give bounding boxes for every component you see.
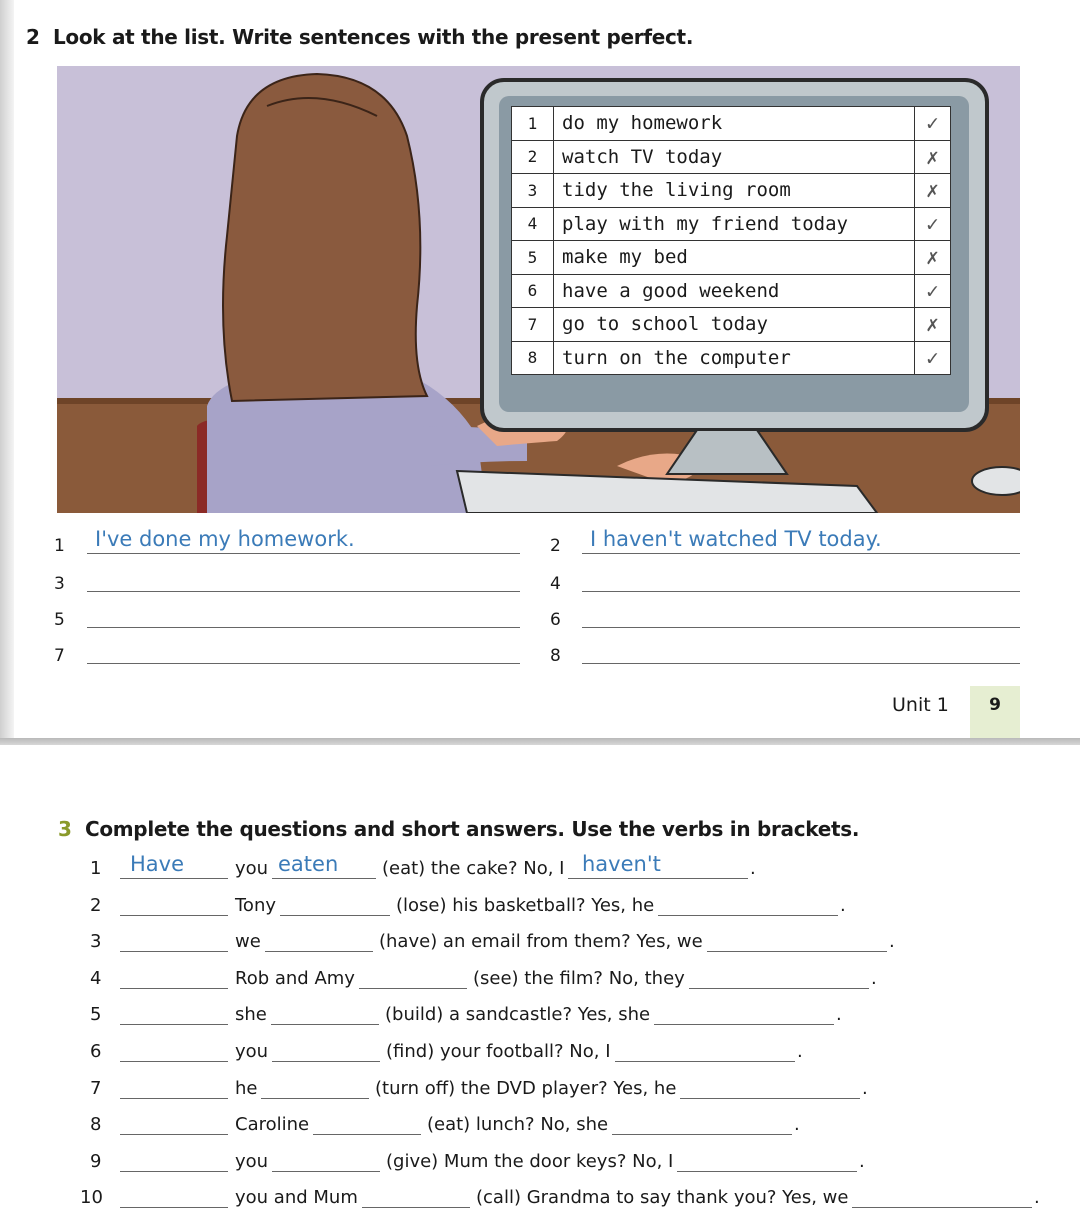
question-number: 5 — [90, 1004, 102, 1026]
illustration-girl-at-computer — [57, 66, 1020, 513]
participle-blank[interactable] — [280, 915, 390, 916]
participle-blank[interactable] — [272, 1171, 380, 1172]
short-answer-blank[interactable] — [612, 1134, 792, 1135]
participle-blank[interactable] — [271, 1024, 379, 1025]
answer-line[interactable] — [87, 663, 520, 664]
handwritten-short-answer: haven't — [582, 852, 661, 876]
question-text: (eat) lunch? No, she — [427, 1114, 609, 1136]
short-answer-blank[interactable] — [689, 988, 869, 989]
answer-number: 6 — [550, 610, 561, 630]
sentence-end-period: . — [750, 858, 756, 879]
answer-line[interactable] — [87, 553, 520, 554]
sentence-end-period: . — [840, 894, 846, 916]
answer-line[interactable] — [87, 591, 520, 592]
handwritten-answer: I haven't watched TV today. — [590, 527, 882, 551]
aux-blank[interactable] — [120, 1134, 228, 1135]
question-number: 9 — [90, 1150, 102, 1172]
question-text: (see) the film? No, they — [473, 967, 685, 989]
question-subject: you — [235, 858, 269, 879]
short-answer-blank[interactable] — [568, 878, 748, 879]
sentence-end-period: . — [889, 931, 895, 953]
question-text: (turn off) the DVD player? Yes, he — [375, 1077, 677, 1099]
sentence-end-period: . — [794, 1114, 800, 1136]
todo-number: 7 — [512, 308, 554, 342]
question-number: 3 — [90, 931, 102, 953]
aux-blank[interactable] — [120, 988, 228, 989]
todo-number: 6 — [512, 274, 554, 308]
question-text: (have) an email from them? Yes, we — [379, 931, 703, 953]
answer-line[interactable] — [582, 591, 1020, 592]
question-subject: we — [235, 931, 261, 953]
sentence-end-period: . — [862, 1077, 868, 1099]
page-gutter-shadow — [0, 0, 14, 740]
check-mark-icon: ✓ — [915, 107, 951, 141]
question-subject: she — [235, 1004, 267, 1026]
question-number: 8 — [90, 1114, 102, 1136]
handwritten-participle: eaten — [278, 852, 339, 876]
todo-row — [512, 308, 951, 342]
question-subject: you — [235, 1041, 269, 1062]
todo-row — [512, 174, 951, 208]
aux-blank[interactable] — [120, 1024, 228, 1025]
aux-blank[interactable] — [120, 1171, 228, 1172]
exercise-instruction: Look at the list. Write sentences with the present perfect. — [52, 25, 694, 49]
short-answer-blank[interactable] — [707, 951, 887, 952]
question-text: (lose) his basketball? Yes, he — [396, 894, 655, 916]
sentence-end-period: . — [836, 1004, 842, 1026]
check-mark-icon: ✗ — [915, 140, 951, 174]
todo-row — [512, 274, 951, 308]
question-text: (give) Mum the door keys? No, I — [386, 1150, 674, 1172]
todo-task: turn on the computer — [554, 341, 915, 375]
sentence-end-period: . — [859, 1150, 865, 1172]
todo-row — [512, 107, 951, 141]
short-answer-blank[interactable] — [680, 1098, 860, 1099]
participle-blank[interactable] — [261, 1098, 369, 1099]
todo-number: 5 — [512, 241, 554, 275]
todo-row — [512, 207, 951, 241]
question-number: 4 — [90, 967, 102, 989]
question-subject: he — [235, 1077, 258, 1099]
answer-number: 3 — [54, 574, 65, 594]
aux-blank[interactable] — [120, 1098, 228, 1099]
short-answer-blank[interactable] — [658, 915, 838, 916]
exercise-number: 3 — [58, 817, 72, 841]
check-mark-icon: ✗ — [915, 241, 951, 275]
question-text: (call) Grandma to say thank you? Yes, we — [476, 1187, 849, 1209]
sentence-end-period: . — [797, 1041, 803, 1062]
short-answer-blank[interactable] — [615, 1061, 795, 1062]
answer-number: 7 — [54, 646, 65, 666]
handwritten-aux: Have — [130, 852, 185, 876]
todo-number: 2 — [512, 140, 554, 174]
todo-task: make my bed — [554, 241, 915, 275]
exercise-instruction: Complete the questions and short answers. Use the verbs in brackets. — [84, 817, 860, 841]
todo-row — [512, 241, 951, 275]
question-number: 1 — [90, 858, 102, 879]
todo-task: play with my friend today — [554, 207, 915, 241]
todo-row — [512, 140, 951, 174]
check-mark-icon: ✓ — [915, 207, 951, 241]
question-number: 2 — [90, 894, 102, 916]
answer-number: 2 — [550, 536, 561, 556]
todo-task: tidy the living room — [554, 174, 915, 208]
todo-checklist — [511, 106, 951, 375]
question-subject: Tony — [235, 894, 277, 916]
question-subject: you — [235, 1150, 269, 1172]
question-text: (find) your football? No, I — [386, 1041, 611, 1062]
page-number: 9 — [970, 686, 1020, 738]
answer-number: 8 — [550, 646, 561, 666]
participle-blank[interactable] — [265, 951, 373, 952]
aux-blank[interactable] — [120, 951, 228, 952]
aux-blank[interactable] — [120, 1207, 228, 1208]
short-answer-blank[interactable] — [654, 1024, 834, 1025]
aux-blank[interactable] — [120, 1061, 228, 1062]
unit-label: Unit 1 — [892, 694, 949, 716]
check-mark-icon: ✗ — [915, 174, 951, 208]
workbook-page-bottom — [0, 745, 1080, 1221]
participle-blank[interactable] — [272, 1061, 380, 1062]
todo-number: 4 — [512, 207, 554, 241]
todo-row — [512, 341, 951, 375]
answer-number: 1 — [54, 536, 65, 556]
short-answer-blank[interactable] — [677, 1171, 857, 1172]
todo-task: have a good weekend — [554, 274, 915, 308]
sentence-end-period: . — [871, 967, 877, 989]
participle-blank[interactable] — [313, 1134, 421, 1135]
todo-task: do my homework — [554, 107, 915, 141]
question-number: 7 — [90, 1077, 102, 1099]
question-subject: Rob and Amy — [235, 967, 355, 989]
participle-blank[interactable] — [359, 988, 467, 989]
todo-number: 8 — [512, 341, 554, 375]
todo-number: 3 — [512, 174, 554, 208]
question-number: 10 — [80, 1187, 103, 1209]
question-subject: Caroline — [235, 1114, 310, 1136]
answer-line[interactable] — [582, 663, 1020, 664]
question-subject: you and Mum — [235, 1187, 358, 1209]
participle-blank[interactable] — [272, 878, 376, 879]
check-mark-icon: ✓ — [915, 274, 951, 308]
exercise-2-heading — [26, 25, 693, 49]
answer-line[interactable] — [582, 553, 1020, 554]
aux-blank[interactable] — [120, 915, 228, 916]
check-mark-icon: ✗ — [915, 308, 951, 342]
answer-number: 5 — [54, 610, 65, 630]
exercise-number: 2 — [26, 25, 40, 49]
question-number: 6 — [90, 1041, 102, 1062]
check-mark-icon: ✓ — [915, 341, 951, 375]
handwritten-answer: I've done my homework. — [95, 527, 355, 551]
todo-number: 1 — [512, 107, 554, 141]
todo-task: watch TV today — [554, 140, 915, 174]
question-text: (build) a sandcastle? Yes, she — [385, 1004, 651, 1026]
answer-number: 4 — [550, 574, 561, 594]
participle-blank[interactable] — [362, 1207, 470, 1208]
todo-task: go to school today — [554, 308, 915, 342]
sentence-end-period: . — [1034, 1187, 1040, 1209]
answer-line[interactable] — [87, 627, 520, 628]
aux-blank[interactable] — [120, 878, 228, 879]
short-answer-blank[interactable] — [852, 1207, 1032, 1208]
question-text: (eat) the cake? No, I — [382, 858, 565, 879]
answer-line[interactable] — [582, 627, 1020, 628]
exercise-3-heading — [58, 817, 859, 841]
